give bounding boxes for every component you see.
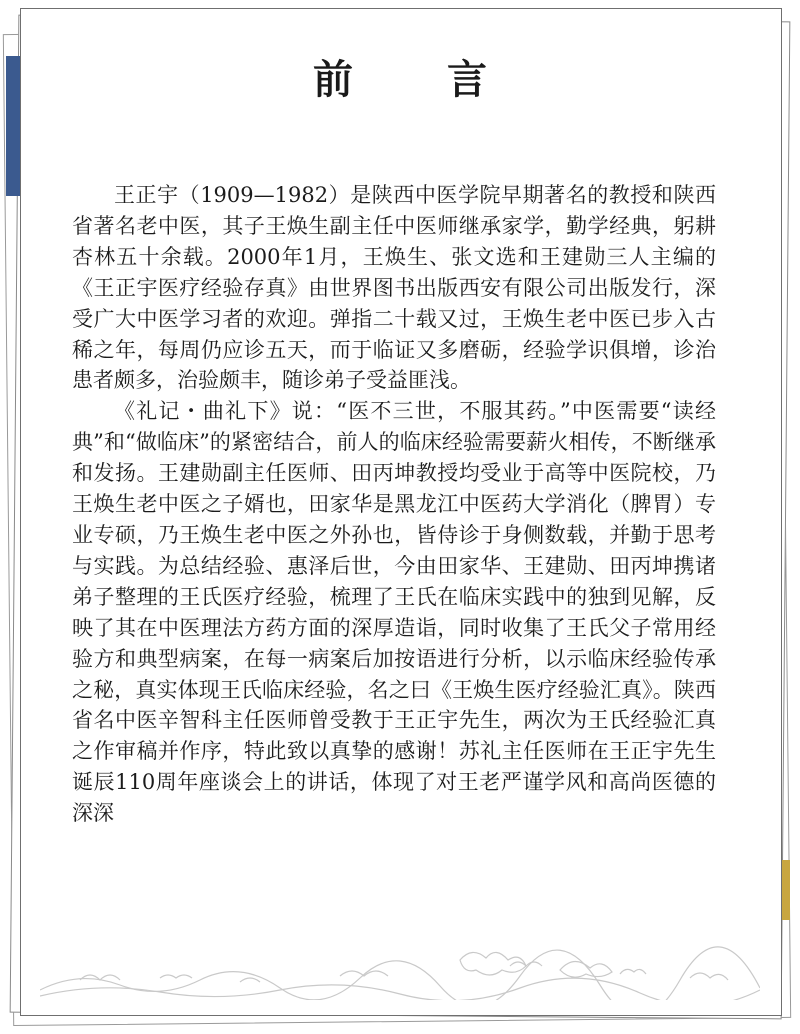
body-text	[72, 180, 716, 829]
paragraph-1: 王正宇（1909—1982）是陕西中医学院早期著名的教授和陕西省著名老中医，其子王焕生副主任中医师继承家学，勤学经典，躬耕杏林五十余载。2000年1月，王焕生、张文选和王建勋三人主编的《王正宇医疗经验存真》由世界图书出版西安有限公司出版发行，深受广大中医学习者的欢迎。弹指二十载又过，王焕生老中医已步入古稀之年，每周仍应诊五天，而于临证又多磨砺，经验学识俱增，诊治患者颇多，治验颇丰，随诊弟子受益匪浅。	[72, 183, 716, 393]
paragraph-2: 《礼记・曲礼下》说：“医不三世，不服其药。”中医需要“读经典”和“做临床”的紧密结合，前人的临床经验需要薪火相传，不断继承和发扬。王建勋副主任医师、田丙坤教授均受业于高等中医院校，乃王焕生老中医之子婿也，田家华是黑龙江中医药大学消化（脾胃）专业专硕，乃王焕生老中医之外孙也，皆侍诊于身侧数载，并勤于思考与实践。为总结经验、惠泽后世，今由田家华、王建勋、田丙坤携诸弟子整理的王氏医疗经验，梳理了王氏在临床实践中的独到见解，反映了其在中医理法方药方面的深厚造诣，同时收集了王氏父子常用经验方和典型病案，在每一病案后加按语进行分析，以示临床经验传承之秘，真实体现王氏临床经验，名之曰《王焕生医疗经验汇真》。陕西省名中医辛智科主任医师曾受教于王正宇先生，两次为王氏经验汇真之作审稿并作序，特此致以真挚的感谢！苏礼主任医师在王正宇先生诞辰110周年座谈会上的讲话，体现了对王老严谨学风和高尚医德的深深	[72, 399, 716, 826]
page-title: 前 言	[313, 56, 527, 103]
decorative-cloud-border	[40, 930, 760, 1000]
cover-edge-blue	[6, 56, 20, 196]
document-page	[20, 8, 780, 1014]
